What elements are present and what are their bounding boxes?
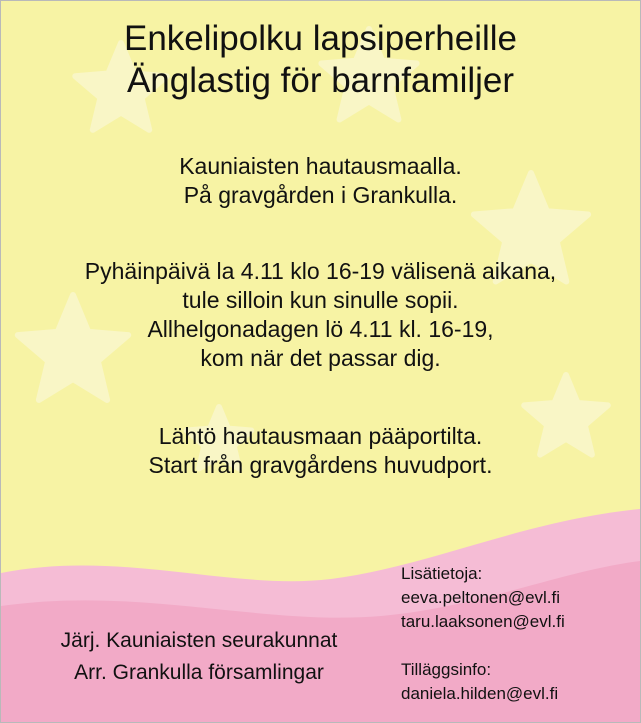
- contact-email-link[interactable]: eeva.peltonen@evl.fi: [401, 588, 561, 607]
- time-finnish-line1: Pyhäinpäivä la 4.11 klo 16-19 välisenä aikana,: [84, 258, 557, 284]
- organizer-swedish: Arr. Grankulla församlingar: [74, 661, 324, 684]
- organizer-block: [1, 625, 397, 689]
- contact-swedish-label: Tilläggsinfo:: [401, 660, 492, 679]
- title-finnish: Enkelipolku lapsiperheille: [123, 19, 517, 58]
- contact-email-link[interactable]: taru.laaksonen@evl.fi: [401, 612, 565, 631]
- contact-block: [401, 562, 565, 706]
- time-swedish-line2: kom när det passar dig.: [200, 345, 441, 371]
- start-swedish: Start från gravgårdens huvudport.: [148, 452, 493, 478]
- title-swedish: Änglastig för barnfamiljer: [126, 61, 515, 100]
- time-block: [1, 257, 640, 373]
- location-finnish: Kauniaisten hautausmaalla.: [179, 153, 462, 179]
- location-swedish: På gravgården i Grankulla.: [183, 182, 458, 208]
- time-swedish-line1: Allhelgonadagen lö 4.11 kl. 16-19,: [147, 316, 494, 342]
- contact-email-link[interactable]: daniela.hilden@evl.fi: [401, 684, 559, 703]
- start-block: [1, 422, 640, 480]
- poster-title: [1, 18, 640, 102]
- contact-finnish-label: Lisätietoja:: [401, 564, 483, 583]
- time-finnish-line2: tule silloin kun sinulle sopii.: [182, 287, 459, 313]
- location-block: [1, 152, 640, 210]
- organizer-finnish: Järj. Kauniaisten seurakunnat: [60, 629, 338, 652]
- start-finnish: Lähtö hautausmaan pääportilta.: [158, 423, 483, 449]
